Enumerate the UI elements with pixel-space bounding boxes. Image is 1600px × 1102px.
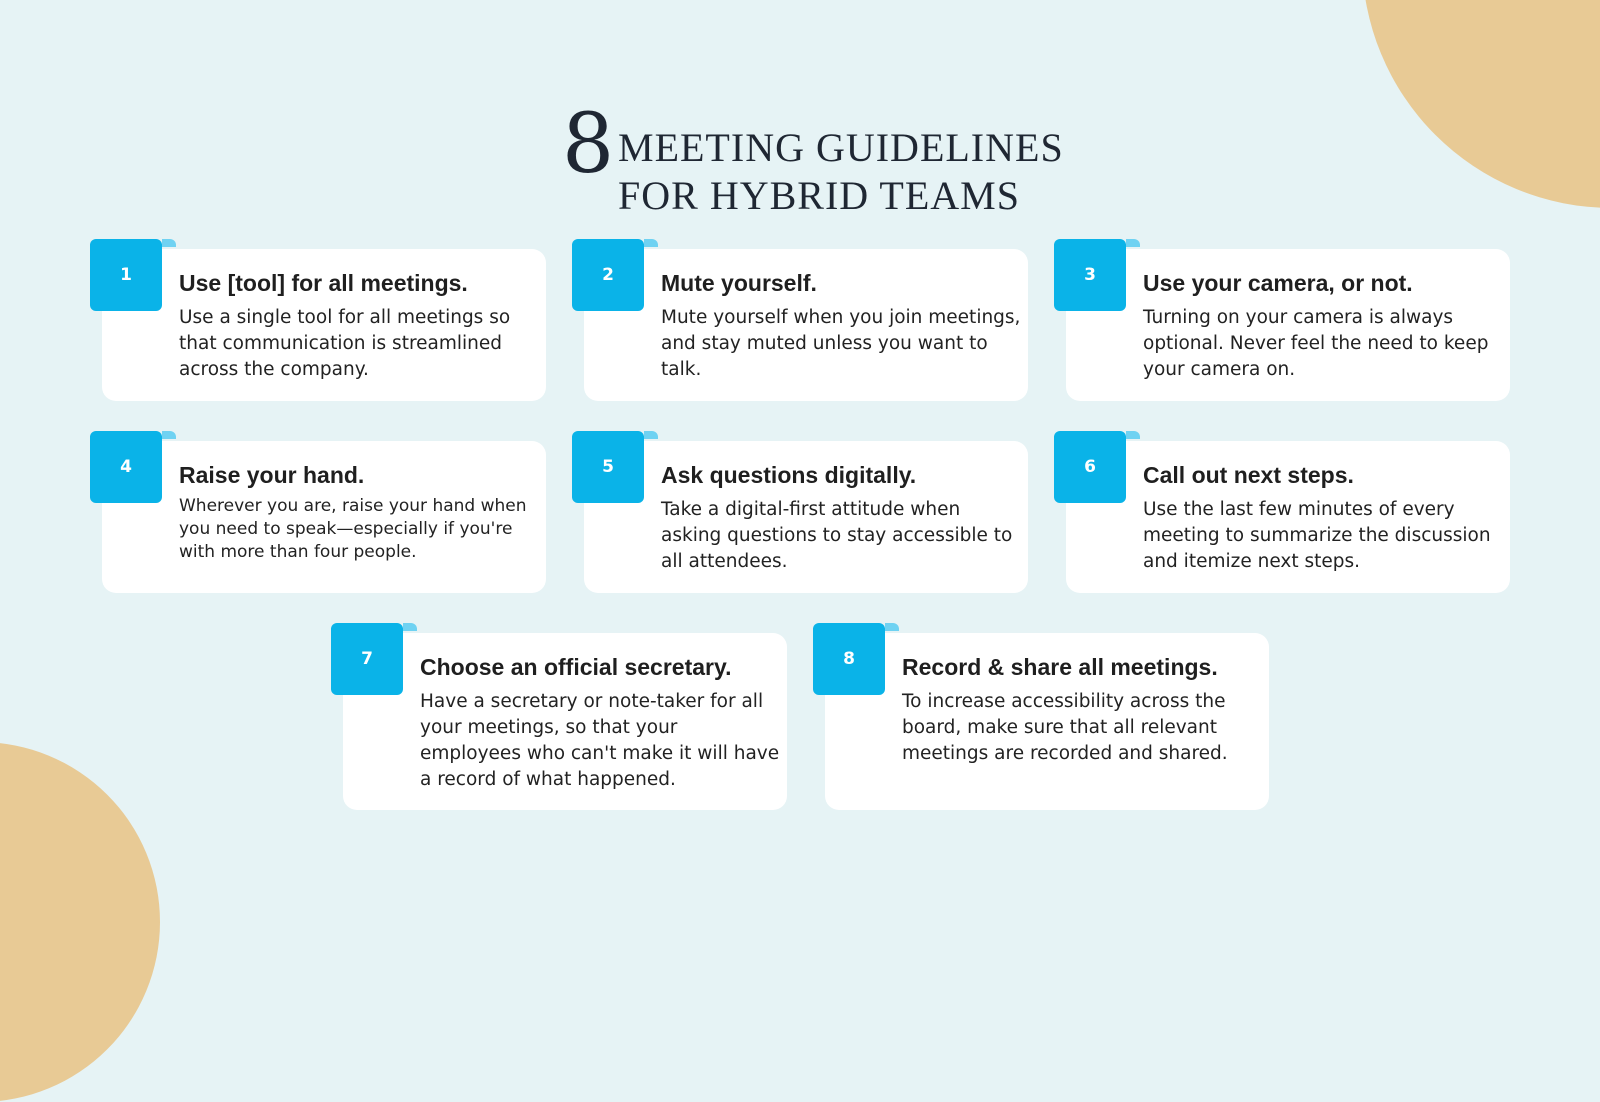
decorative-circle-bottom-left [0,742,160,1102]
guideline-card-1 [102,249,546,401]
guideline-body: Mute yourself when you join meetings, and stay muted unless you want to talk. [661,307,1021,380]
guideline-card-4 [102,441,546,593]
guideline-heading: Mute yourself. [661,270,817,296]
guideline-heading: Choose an official secretary. [420,654,732,680]
title-number: 8 [562,97,615,192]
guideline-body: Take a digital-first attitude when asking questions to stay accessible to all attendees. [661,499,1013,572]
guideline-number-badge: 2 [572,239,644,311]
guideline-heading: Call out next steps. [1143,462,1354,488]
guideline-number-badge: 5 [572,431,644,503]
guideline-body: Have a secretary or note-taker for all your meetings, so that your employees who can't make it will have a record of what happened. [420,691,780,790]
guideline-card-2 [584,249,1028,401]
guideline-number-badge: 4 [90,431,162,503]
guideline-heading: Use [tool] for all meetings. [179,270,468,296]
guideline-number-badge: 6 [1054,431,1126,503]
guideline-card-5 [584,441,1028,593]
guideline-card-6 [1066,441,1510,593]
guideline-heading: Use your camera, or not. [1143,270,1413,296]
page-title [562,97,1122,222]
guideline-heading: Record & share all meetings. [902,654,1218,680]
decorative-circle-top-right [1362,0,1600,208]
guideline-body: To increase accessibility across the board, make sure that all relevant meetings are recorded and shared. [902,691,1228,764]
guideline-body: Turning on your camera is always optional. Never feel the need to keep your camera on. [1143,307,1489,380]
guideline-heading: Raise your hand. [179,462,365,488]
guideline-heading: Ask questions digitally. [661,462,917,488]
title-line-2: FOR HYBRID TEAMS [618,173,1020,218]
guideline-card-3 [1066,249,1510,401]
guideline-body: Use a single tool for all meetings so that communication is streamlined across the company. [179,307,511,380]
guideline-body: Wherever you are, raise your hand when you need to speak—especially if you're with more than four people. [179,496,527,562]
guideline-body: Use the last few minutes of every meeting to summarize the discussion and itemize next steps. [1143,499,1491,572]
guideline-number-badge: 3 [1054,239,1126,311]
title-line-1: MEETING GUIDELINES [618,125,1064,170]
guideline-card-8 [825,633,1269,810]
guideline-number-badge: 1 [90,239,162,311]
guideline-card-7 [343,633,787,810]
guideline-number-badge: 8 [813,623,885,695]
guideline-number-badge: 7 [331,623,403,695]
